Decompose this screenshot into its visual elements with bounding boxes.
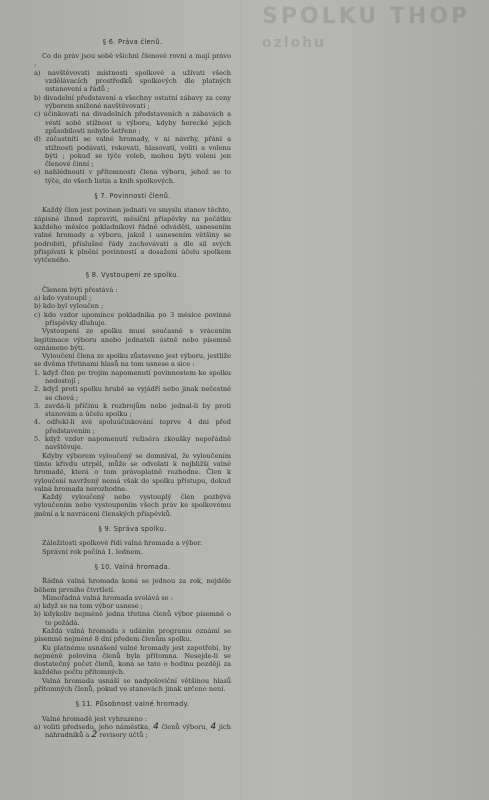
page-fold: [240, 0, 243, 800]
section-10-heading: § 10. Valná hromada.: [94, 562, 171, 571]
list-item-text: a) voliti předsedu, jeho náměstka,: [34, 722, 151, 731]
list-item: 5. když vzdor napomenutí režiséra zkoušky nepořádně navštěvuje.: [34, 435, 231, 452]
section-9-paragraph: Správní rok počíná 1. lednem.: [42, 547, 143, 556]
section-11-list: [34, 723, 231, 740]
list-item: c) kdo vzdor upomínce pokladníka po 3 měsíce povinné příspěvky dluhuje.: [34, 310, 231, 327]
list-item: c) účinkovati na divadelních představeních a zábavách a vésti sobě stížnost u výboru, kdyby herecké jejich způsobilosti nebylo šetřeno ;: [34, 110, 231, 135]
section-7-text: Každý člen jest povinen jednati ve smyslu stanov těchto, zápisné ihned zapraviti, měsíční příspěvky na počátku každého měsíce pokladníkovi řádně odváděti, usnesením valné hromady a výboru, jakož i usnesením většiny se podrobiti, příslušné řády zachovávati a dle sil svých přispívati k plnění povinností a dosažení účelu spolkem vytčeného.: [34, 206, 231, 265]
section-8-list: [34, 294, 231, 327]
handwritten-number: 4: [210, 721, 217, 732]
section-8-paragraph: Každý vyloučený nebo vystouplý člen pozbývá vyloučením nebo vystoupením všech práv ke spolkovému jmění a k navráceni členských příspěvků.: [34, 493, 231, 518]
section-8-paragraph: Vystoupení ze spolku musí současně s vrácením legitimace výboru anebo jednateli ústně nebo písemně oznámeno býti.: [34, 327, 231, 352]
section-9-paragraph: Záležitosti spolkové řídí valná hromada a výbor.: [42, 539, 203, 548]
section-11-intro: Valné hromadě jest vyhrazeno :: [42, 714, 147, 723]
section-10-paragraph: Mimořádná valná hromada svolává se :: [42, 593, 173, 602]
bleed-through-line: SPOLKU THOP: [262, 4, 471, 29]
list-item: b) divadelní představení a všechny ostatní zábavy za ceny výborem snížené navštěvovati ;: [34, 93, 231, 111]
bleed-through-text: [262, 4, 482, 124]
section-10-paragraph: Ku platnému usnášení valné hromady jest zapotřebí, by nejméně polovina členů byla přítomna. Nesejde-li se dostatečný počet členů, koná se tato o hodinu později za každého počtu přítomných.: [34, 643, 231, 677]
list-item: 3. zavdá-li příčinu k rozbrojům nebo jednal-li by proti stanovám a účelu spolku ;: [34, 401, 231, 419]
handwritten-number: 2: [91, 730, 98, 741]
list-item: b) kdykoliv nejméně jedna třetina členů výbor písemně o to požádá.: [34, 610, 231, 627]
section-6-intro: Co do práv jsou sobě všichni členové rovni a mají právo :: [34, 52, 231, 69]
section-8-reasons: [34, 369, 231, 452]
section-10-paragraph: Řádná valná hromada koná se jednou za rok, nejdéle během prvního čtvrtletí.: [34, 577, 231, 594]
section-11-heading: § 11. Působnost valné hromady.: [75, 700, 190, 709]
list-item: a) když se na tom výbor usnese ;: [34, 602, 144, 611]
list-item: 1. když člen po trojím napomenutí povinnostem ke spolku nedostojí ;: [34, 368, 231, 385]
bleed-through-line: ozlohu: [262, 35, 327, 51]
section-7-heading: § 7. Povinnosti členů.: [94, 192, 171, 201]
text-column: [34, 38, 231, 793]
section-10-paragraph: Valná hromada usnáší se nadpoloviční většinou hlasů přítomných členů, pokud ve stanovách jinak určeno není.: [34, 676, 231, 694]
list-item-text: jich náhradníků a: [45, 722, 231, 740]
section-6-list: [34, 69, 231, 185]
section-9-heading: § 9. Správa spolku.: [98, 525, 167, 534]
section-10-paragraph: Každá valná hromada s udáním programu oznámí se písemně nejméně 8 dní předem členům spolku.: [34, 627, 231, 644]
list-item: b) kdo byl vyloučen ;: [34, 302, 104, 311]
list-item-text: revisory účtů ;: [99, 731, 148, 740]
list-item: a) navštěvovati místnosti spolkové a užívati všech vzdělávacích prostředků spolkových dle platných ustanovení a řádů ;: [34, 68, 231, 94]
list-item: d) zúčastniti se valné hromady, v ní návrhy, přání a stížnosti podávati, rokovati, hlasovati, voliti a volenu býti ; pokud se týče voleb, mohou býti voleni jen členové činní ;: [34, 135, 231, 169]
section-8-paragraph: Kdyby výborem vyloučený se domníval, že vyloučením tímto křivdu utrpěl, může se odvolati k nejbližší valné hromadě, která o tom právoplatně rozhodne. Člen k vyloučení navržený nemá však do spolku přístupu, dokud valná hromada nerozhodne.: [34, 451, 231, 493]
list-item: a) kdo vystoupil ;: [34, 294, 92, 303]
section-8-heading: § 8. Vystoupení ze spolku.: [85, 271, 180, 280]
section-10-list: [34, 602, 231, 627]
section-8-intro: Členem býti přestává :: [42, 285, 118, 294]
section-8-paragraph: Vyloučení člena ze spolku zůstaveno jest výboru, jestliže se dvěma třetinami hlasů na tom usnese a sice :: [34, 352, 231, 369]
list-item: [34, 723, 231, 740]
section-6-heading: § 6. Práva členů.: [102, 38, 163, 46]
list-item: 2. když proti spolku hrubě se vyjádří nebo jinak nečestně se chová ;: [34, 385, 231, 402]
list-item-text: členů výboru,: [161, 722, 208, 731]
list-item: e) nahlédnouti v přítomnosti člena výboru, jehož se to týče, do všech listin a knih spolkových.: [34, 168, 231, 185]
list-item: 4. odřekl-li své spoluúčinkování teprve 4 dni před představením ;: [34, 418, 231, 435]
handwritten-number: 4: [152, 721, 159, 732]
